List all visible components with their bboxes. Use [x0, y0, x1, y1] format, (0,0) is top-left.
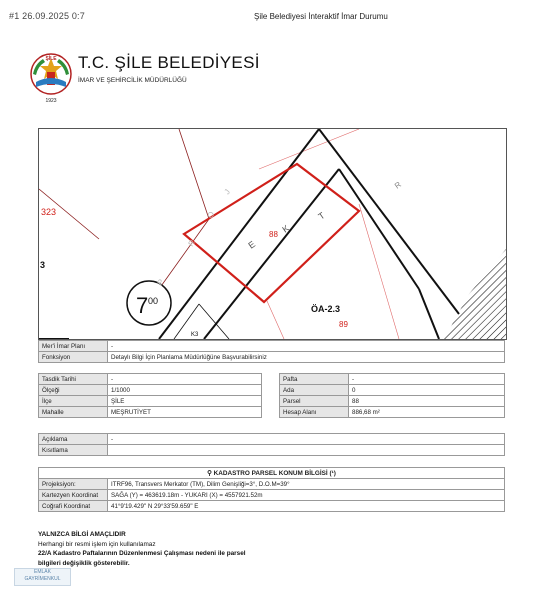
- parcel-info-left-table: [38, 373, 262, 418]
- function-value: Detaylı Bilgi İçin Planlama Müdürlüğüne Başvurabilirsiniz: [108, 352, 505, 363]
- height-badge-sup: 00: [148, 296, 159, 306]
- municipality-subtitle: İMAR VE ŞEHİRCİLİK MÜDÜRLÜĞÜ: [78, 77, 187, 84]
- function-key: Fonksiyon: [39, 352, 108, 363]
- footer-note-line2: bilgileri değişiklik gösterebilir.: [38, 560, 130, 567]
- municipality-title: T.C. ŞİLE BELEDİYESİ: [78, 53, 260, 72]
- zoning-map: [38, 128, 507, 340]
- table-row: Parsel 88: [280, 396, 505, 407]
- boundary-line: [179, 129, 209, 219]
- cadastre-title: KADASTRO PARSEL KONUM BİLGİSİ (¹): [213, 470, 336, 477]
- road-letter: T: [316, 210, 327, 222]
- boundary-line: [359, 204, 399, 339]
- boundary-line: [267, 301, 284, 339]
- road-edge-line: [419, 289, 439, 339]
- block-number-left: 3: [40, 260, 46, 270]
- parcel-number-left: 323: [41, 207, 57, 217]
- logo-top-text: ŞİLE: [45, 56, 57, 62]
- table-row: [39, 352, 505, 363]
- plan-value: -: [108, 341, 505, 352]
- table-row: [39, 468, 505, 479]
- footer-disclaimer: Herhangi bir resmi işlem için kullanılamaz: [38, 541, 156, 548]
- logo-year: 1923: [45, 98, 57, 104]
- table-row: Kısıtlama: [39, 445, 505, 456]
- block-code: K3: [191, 332, 199, 338]
- table-row: İlçe ŞİLE: [39, 396, 262, 407]
- plan-key: Mer'i İmar Planı: [39, 341, 108, 352]
- table-row: [39, 341, 505, 352]
- height-badge-value: 7: [136, 293, 149, 318]
- table-row: Ada 0: [280, 385, 505, 396]
- road-letter: K: [280, 222, 292, 235]
- table-row: Açıklama -: [39, 434, 505, 445]
- table-row: Projeksiyon: ITRF96, Transvers Merkator (TM), Dilim Genişliği=3°, D.O.M=39°: [39, 479, 505, 490]
- road-letter: O: [205, 209, 217, 221]
- footer-note-line1: 22/A Kadastro Paftalarının Düzenlenmesi Çalışması nedeni ile parsel: [38, 550, 246, 557]
- road-edge-line: [319, 129, 459, 314]
- road-letter: P: [155, 277, 166, 288]
- table-row: Mahalle MEŞRUTİYET: [39, 407, 262, 418]
- municipality-logo: [28, 52, 74, 104]
- table-row: Ölçeği 1/1000: [39, 385, 262, 396]
- plan-info-table: [38, 340, 505, 363]
- location-pin-icon: ⚲: [207, 470, 212, 477]
- parcel-number: 88: [269, 230, 278, 239]
- agency-watermark: EMLAK GAYRİMENKUL: [14, 568, 71, 586]
- document-date: #1 26.09.2025 0:7: [9, 11, 85, 21]
- table-row: Tasdik Tarihi -: [39, 374, 262, 385]
- block-outline: [199, 304, 229, 339]
- table-row: Kartezyen Koordinat SAĞA (Y) = 463619.18m - YUKARI (X) = 4557921.52m: [39, 490, 505, 501]
- document-header-title: Şile Belediyesi İnteraktif İmar Durumu: [254, 12, 388, 21]
- boundary-line: [159, 219, 209, 289]
- table-row: Pafta -: [280, 374, 505, 385]
- table-row: Coğrafi Koordinat 41°9'19.429" N 29°33'59.659" E: [39, 501, 505, 512]
- hatched-area: [444, 249, 506, 339]
- zone-code: ÖA-2.3: [311, 304, 341, 314]
- table-row: Hesap Alanı 886,68 m²: [280, 407, 505, 418]
- parcel-info-right-table: [279, 373, 505, 418]
- footer-disclaimer-title: YALNIZCA BİLGİ AMAÇLIDIR: [38, 531, 126, 538]
- road-letter: R: [186, 238, 198, 249]
- parcel-number-right: 89: [339, 320, 348, 329]
- road-letter: R: [392, 179, 403, 191]
- road-letter: E: [246, 238, 258, 251]
- notes-table: [38, 433, 505, 456]
- cadastre-location-table: [38, 467, 505, 512]
- road-letter: J: [222, 187, 233, 197]
